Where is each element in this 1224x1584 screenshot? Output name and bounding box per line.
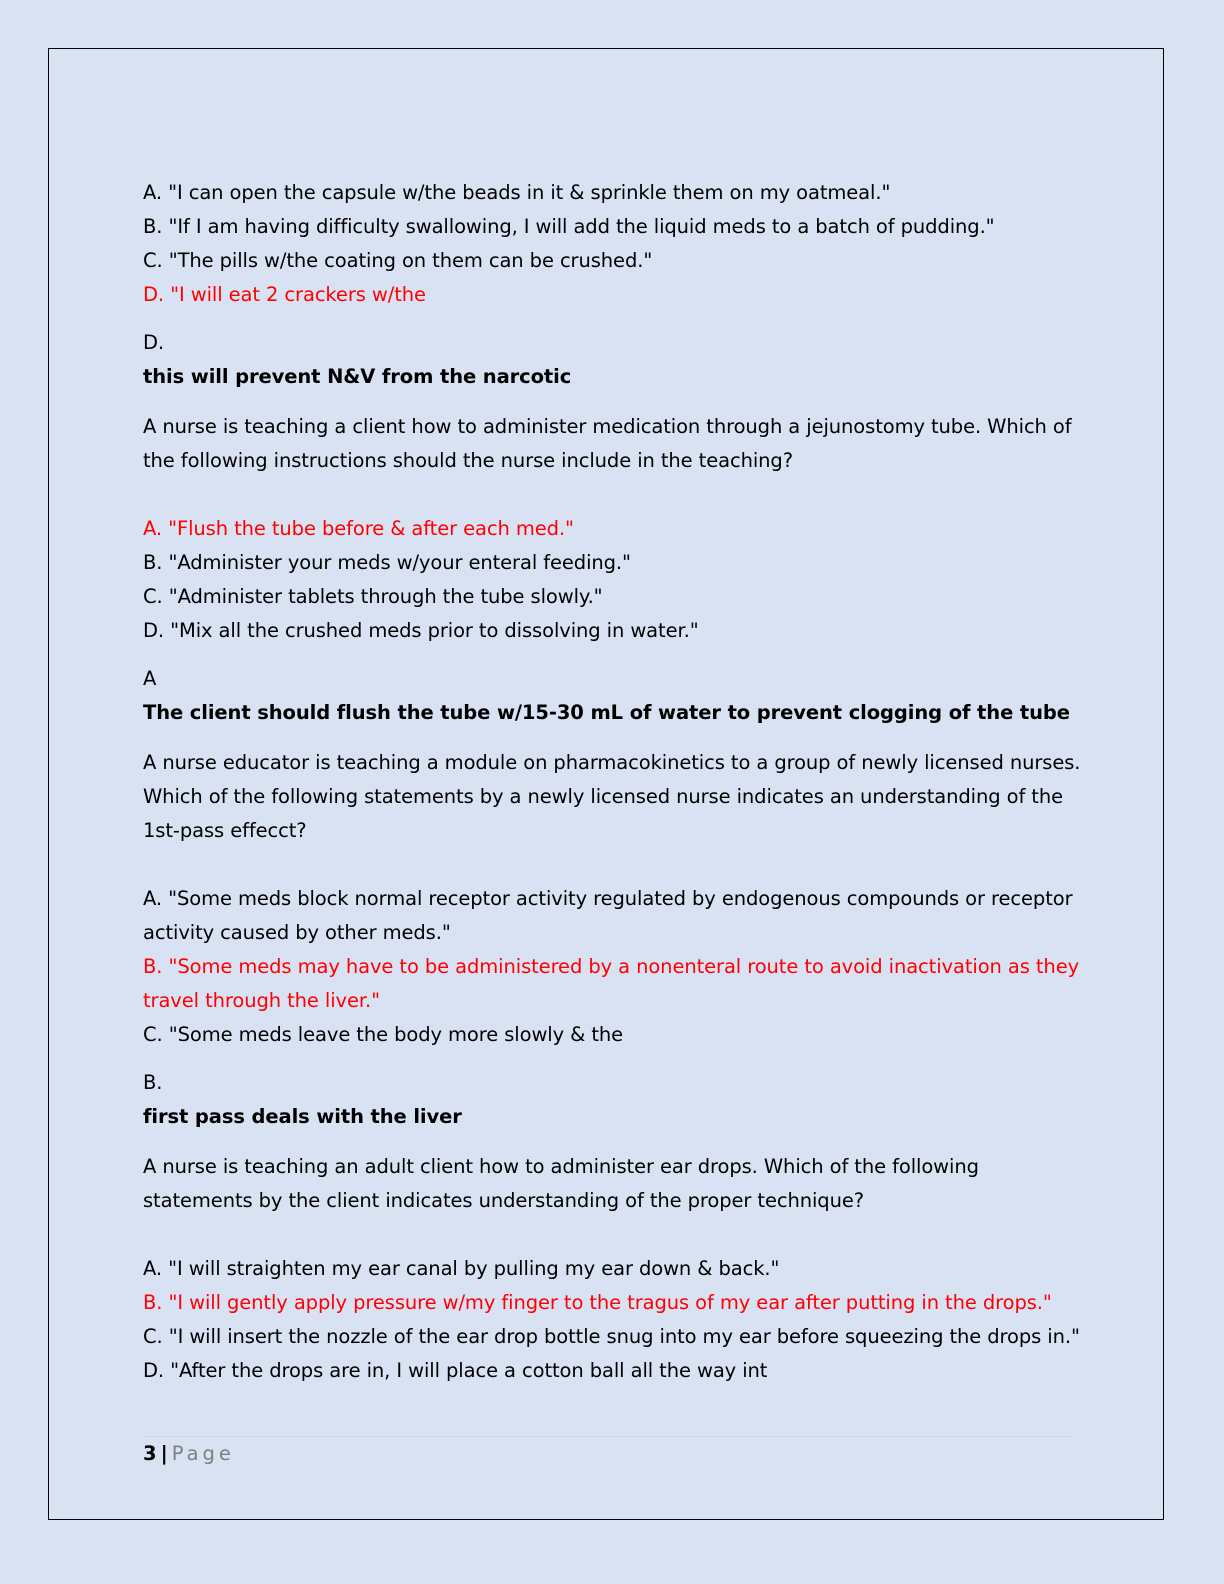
q4-option-b-correct: B. "I will gently apply pressure w/my finger to the tragus of my ear after putting in the drops." [143, 1291, 1052, 1314]
q3-answer: B. [143, 1071, 163, 1094]
q1-option-a: A. "I can open the capsule w/the beads in it & sprinkle them on my oatmeal." [143, 181, 891, 204]
page-label: Page [171, 1442, 235, 1465]
q1-option-b: B. "If I am having difficulty swallowing, I will add the liquid meds to a batch of pudding." [143, 215, 995, 238]
page-number: 3 [143, 1442, 157, 1465]
q3-option-b-correct: B. "Some meds may have to be administered by a nonenteral route to avoid inactivation as they travel through the liver." [143, 955, 1080, 1012]
q4-option-c: C. "I will insert the nozzle of the ear drop bottle snug into my ear before squeezing the drops in." [143, 1325, 1080, 1348]
q1-rationale: this will prevent N&V from the narcotic [143, 365, 572, 388]
q4-stem: A nurse is teaching an adult client how to administer ear drops. Which of the following statements by the client indicates understanding of the proper technique? [143, 1155, 979, 1212]
q2-option-d: D. "Mix all the crushed meds prior to dissolving in water." [143, 619, 699, 642]
q3-option-a: A. "Some meds block normal receptor activity regulated by endogenous compounds or receptor activity caused by other meds." [143, 887, 1073, 944]
q4-option-a: A. "I will straighten my ear canal by pulling my ear down & back." [143, 1257, 780, 1280]
q3-option-c: C. "Some meds leave the body more slowly & the [143, 1023, 624, 1046]
q2-rationale: The client should flush the tube w/15-30 mL of water to prevent clogging of the tube [143, 701, 1070, 724]
q4-option-d: D. "After the drops are in, I will place a cotton ball all the way int [143, 1359, 768, 1382]
q2-answer: A [143, 667, 157, 690]
footer-separator: | [160, 1442, 168, 1465]
q2-option-b: B. "Administer your meds w/your enteral feeding." [143, 551, 631, 574]
q1-answer: D. [143, 331, 165, 354]
q2-option-c: C. "Administer tablets through the tube slowly." [143, 585, 603, 608]
page-content [143, 176, 1083, 1388]
q2-stem: A nurse is teaching a client how to administer medication through a jejunostomy tube. Which of the following instructions should the nurse include in the teaching? [143, 415, 1072, 472]
q3-rationale: first pass deals with the liver [143, 1105, 462, 1128]
q1-option-c: C. "The pills w/the coating on them can be crushed." [143, 249, 653, 272]
q2-option-a-correct: A. "Flush the tube before & after each med." [143, 517, 574, 540]
q1-option-d-correct: D. "I will eat 2 crackers w/the [143, 283, 426, 306]
page-footer [143, 1440, 235, 1468]
footer-divider [143, 1436, 1073, 1437]
q3-stem: A nurse educator is teaching a module on pharmacokinetics to a group of newly licensed nurses. Which of the following statements by a newly licensed nurse indicates an understanding of the 1st-pass effecct? [143, 751, 1081, 842]
